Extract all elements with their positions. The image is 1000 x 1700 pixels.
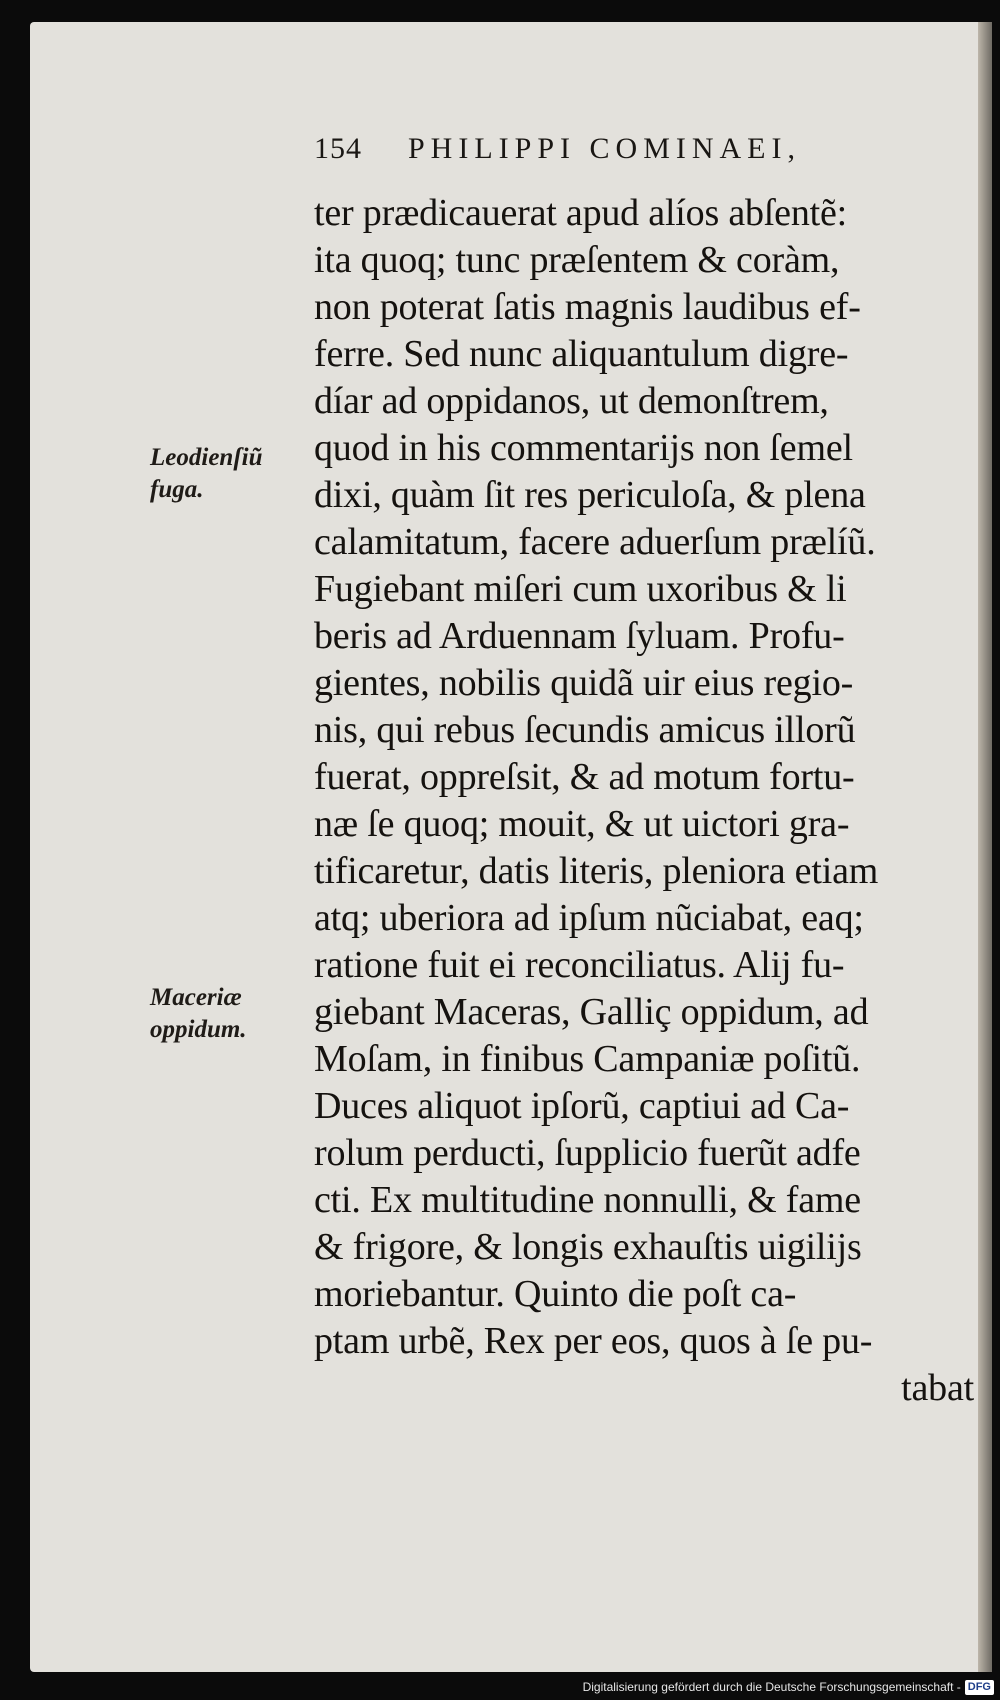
text-line: gientes, nobilis quidã uir eius regio-: [314, 662, 854, 704]
text-line: ferre. Sed nunc aliquantulum digre-: [314, 333, 849, 375]
text-line: & frigore, & longis exhauſtis uigilijs: [314, 1226, 862, 1268]
marginal-note-leodiensium: [150, 442, 320, 506]
text-line: ratione fuit ei reconciliatus. Alij fu-: [314, 944, 845, 986]
text-line: Fugiebant miſeri cum uxoribus & li: [314, 568, 847, 610]
text-line: ter prædicauerat apud alíos abſentẽ:: [314, 192, 848, 234]
text-line: ita quoq; tunc præſentem & coràm,: [314, 239, 840, 281]
text-line: nis, qui rebus ſecundis amicus illorũ: [314, 709, 856, 751]
running-head-title: PHILIPPI COMINAEI,: [408, 132, 801, 165]
marginal-line: fuga.: [150, 476, 204, 503]
page-number: 154: [314, 132, 362, 165]
text-line: cti. Ex multitudine nonnulli, & fame: [314, 1179, 861, 1221]
text-line: giebant Maceras, Galliç oppidum, ad: [314, 991, 869, 1033]
main-text-block: [314, 190, 984, 1412]
text-line: díar ad oppidanos, ut demonſtrem,: [314, 380, 829, 422]
text-line: Moſam, in finibus Campaniæ poſitũ.: [314, 1038, 861, 1080]
catchword: tabat: [901, 1367, 974, 1409]
text-line: Duces aliquot ipſorũ, captiui ad Ca-: [314, 1085, 850, 1127]
text-line: non poterat ſatis magnis laudibus ef-: [314, 286, 861, 328]
marginal-note-maceriae: [150, 982, 320, 1046]
book-page: [30, 22, 992, 1672]
text-line: fuerat, oppreſsit, & ad motum fortu-: [314, 756, 855, 798]
text-line: dixi, quàm ſit res periculoſa, & plena: [314, 474, 866, 516]
marginal-line: oppidum.: [150, 1016, 247, 1043]
dfg-logo: DFG: [965, 1680, 994, 1695]
text-line: næ ſe quoq; mouit, & ut uictori gra-: [314, 803, 850, 845]
text-line: rolum perducti, ſupplicio fuerũt adfe: [314, 1132, 861, 1174]
credit-text: Digitalisierung gefördert durch die Deutsche Forschungsgemeinschaft -: [582, 1680, 961, 1694]
digitization-credit: [583, 1678, 994, 1696]
text-line: atq; uberiora ad ipſum nũciabat, eaq;: [314, 897, 864, 939]
marginal-line: Maceriæ: [150, 984, 242, 1011]
running-head: [314, 132, 914, 178]
text-line: moriebantur. Quinto die poſt ca-: [314, 1273, 797, 1315]
text-line: quod in his commentarijs non ſemel: [314, 427, 853, 469]
text-line: calamitatum, facere aduerſum prælíũ.: [314, 521, 876, 563]
text-line: tificaretur, datis literis, pleniora etiam: [314, 850, 879, 892]
text-line: ptam urbẽ, Rex per eos, quos à ſe pu-: [314, 1320, 873, 1362]
text-line: beris ad Arduennam ſyluam. Profu-: [314, 615, 845, 657]
marginal-line: Leodienſiũ: [150, 444, 263, 471]
